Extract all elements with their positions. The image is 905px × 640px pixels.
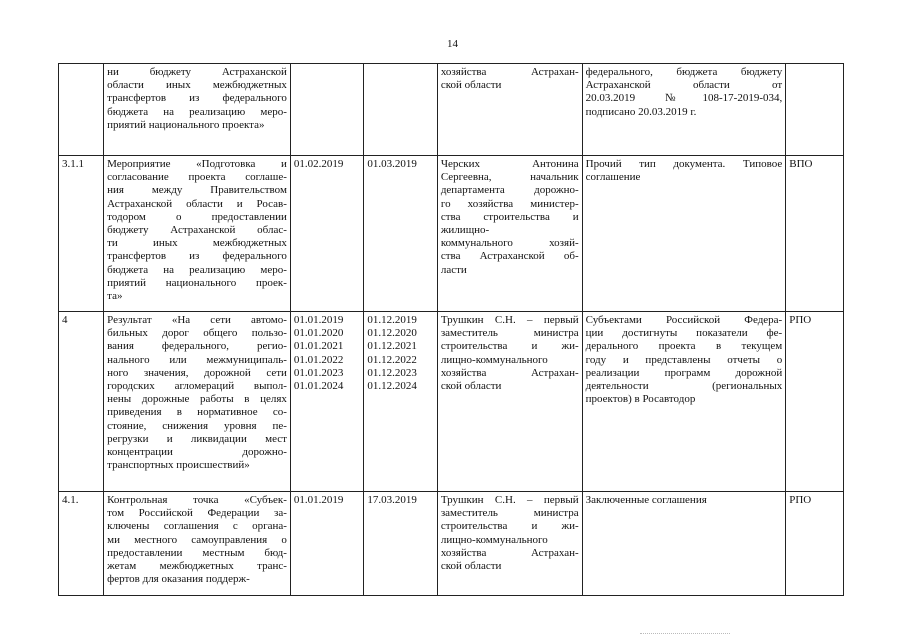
start-date: 01.01.2021 xyxy=(293,340,344,353)
resp-line: хозяйства Астрахан- xyxy=(440,66,579,78)
end-date-cell xyxy=(364,64,437,156)
name-line: Контрольная точка «Субъек- xyxy=(107,494,287,506)
name-line: вания федерального, регио- xyxy=(107,340,287,353)
end-date-cell xyxy=(364,492,437,596)
resp-line: коммунального хозяй- xyxy=(440,237,579,250)
doc-line: деятельности (региональных xyxy=(585,380,783,393)
name-line: приятий национального проек- xyxy=(107,276,287,289)
end-date: 01.12.2022 xyxy=(367,353,417,366)
name-line: Результат «На сети автомо- xyxy=(107,314,287,326)
plan-table xyxy=(58,63,844,596)
result-document xyxy=(582,156,786,312)
resp-line: хозяйства Астрахан- xyxy=(440,366,579,379)
end-date-cell xyxy=(364,156,437,312)
resp-line: Трушкин С.Н. – первый xyxy=(440,494,579,506)
name-line: трансфертов из федерального xyxy=(107,92,287,105)
responsible-person xyxy=(437,492,582,596)
doc-line: ции достигнуты показатели фе- xyxy=(585,327,783,340)
end-date: 01.12.2023 xyxy=(367,366,417,379)
doc-line: Субъектами Российской Федера- xyxy=(585,314,783,326)
responsible-person xyxy=(437,64,582,156)
name-line: предоставлении местным бюд- xyxy=(107,546,287,559)
responsible-person xyxy=(437,156,582,312)
name-line: Мероприятие «Подготовка и xyxy=(107,158,287,170)
control-level: ВПО xyxy=(786,156,844,312)
name-line: нального или межмуниципаль- xyxy=(107,353,287,366)
name-line: ми местного самоуправления о xyxy=(107,533,287,546)
table-row xyxy=(59,492,844,596)
name-line: жетам межбюджетных транс- xyxy=(107,560,287,573)
doc-line: подписано 20.03.2019 г. xyxy=(585,105,697,118)
plan-table-body xyxy=(59,64,844,596)
end-date: 01.12.2021 xyxy=(367,340,417,353)
name-line: ния между Правительством xyxy=(107,184,287,197)
doc-line: федерального, бюджета бюджету xyxy=(585,66,783,78)
name-line: ключены соглашения с органа- xyxy=(107,520,287,533)
name-line: трансфертов из федерального xyxy=(107,250,287,263)
name-line: концентрации дорожно- xyxy=(107,446,287,459)
resp-line: ласти xyxy=(440,263,467,276)
resp-line: департамента дорожно- xyxy=(440,184,579,197)
start-date: 01.01.2019 xyxy=(293,494,344,506)
name-line: том Российской Федерации за- xyxy=(107,507,287,520)
name-line: ти иных межбюджетных xyxy=(107,237,287,250)
row-number xyxy=(59,64,104,156)
start-date: 01.01.2022 xyxy=(293,353,344,366)
resp-line: ской области xyxy=(440,79,502,92)
page-number: 14 xyxy=(447,38,458,50)
result-document xyxy=(582,64,786,156)
name-line: стояние, снижения уровня пе- xyxy=(107,419,287,432)
name-line: бюджета на реализацию меро- xyxy=(107,105,287,118)
end-date: 17.03.2019 xyxy=(367,494,417,506)
name-line: согласование проекта соглаше- xyxy=(107,171,287,184)
name-line: области иных межбюджетных xyxy=(107,79,287,92)
end-date: 01.12.2024 xyxy=(367,380,417,393)
end-date: 01.12.2019 xyxy=(367,314,417,326)
name-line: нены дорожные работы в целях xyxy=(107,393,287,406)
doc-line: проектов) в Росавтодор xyxy=(585,393,696,406)
doc-line: Астраханской области от xyxy=(585,79,783,92)
table-row xyxy=(59,156,844,312)
resp-line: лищно-коммунального xyxy=(440,353,548,366)
doc-line: реализации программ дорожной xyxy=(585,366,783,379)
start-date-cell xyxy=(290,312,363,492)
doc-line: году и представлены отчеты о xyxy=(585,353,783,366)
doc-line: Заключенные соглашения xyxy=(585,494,707,506)
start-date: 01.01.2019 xyxy=(293,314,344,326)
name-line: бюджета на реализацию меро- xyxy=(107,263,287,276)
name-line: тодором о предоставлении xyxy=(107,210,287,223)
resp-line: строительства и жи- xyxy=(440,340,579,353)
end-date-cell xyxy=(364,312,437,492)
resp-line: Сергеевна, начальник xyxy=(440,171,579,184)
name-line: ни бюджету Астраханской xyxy=(107,66,287,78)
start-date: 01.02.2019 xyxy=(293,158,344,170)
start-date: 01.01.2024 xyxy=(293,380,344,393)
control-level: РПО xyxy=(786,312,844,492)
activity-name xyxy=(104,156,291,312)
name-line: транспортных происшествий» xyxy=(107,459,250,472)
name-line: регрузки и ликвидации мест xyxy=(107,432,287,445)
activity-name xyxy=(104,64,291,156)
end-date: 01.12.2020 xyxy=(367,327,417,340)
resp-line: Трушкин С.Н. – первый xyxy=(440,314,579,326)
name-line: городских агломераций выпол- xyxy=(107,380,287,393)
responsible-person xyxy=(437,312,582,492)
resp-line: ской области xyxy=(440,380,502,393)
result-document xyxy=(582,492,786,596)
resp-line: го хозяйства министер- xyxy=(440,197,579,210)
row-number: 4.1. xyxy=(59,492,104,596)
resp-line: лищно-коммунального xyxy=(440,533,548,546)
resp-line: ства Астраханской об- xyxy=(440,250,579,263)
result-document xyxy=(582,312,786,492)
scan-artifact xyxy=(640,629,730,634)
table-row xyxy=(59,64,844,156)
name-line: Астраханской области и Росав- xyxy=(107,197,287,210)
resp-line: заместитель министра xyxy=(440,507,579,520)
activity-name xyxy=(104,312,291,492)
doc-line: Прочий тип документа. Типовое xyxy=(585,158,783,170)
start-date-cell xyxy=(290,156,363,312)
start-date: 01.01.2020 xyxy=(293,327,344,340)
doc-line: соглашение xyxy=(585,171,641,184)
name-line: бильных дорог общего пользо- xyxy=(107,327,287,340)
control-level: РПО xyxy=(786,492,844,596)
start-date: 01.01.2023 xyxy=(293,366,344,379)
resp-line: заместитель министра xyxy=(440,327,579,340)
end-date: 01.03.2019 xyxy=(367,158,417,170)
doc-line: 20.03.2019 №108-17-2019-034, xyxy=(585,92,783,105)
doc-line: дерального проекта в текущем xyxy=(585,340,783,353)
name-line: бюджету Астраханской облас- xyxy=(107,224,287,237)
resp-line: ской области xyxy=(440,560,502,573)
name-line: приведения в нормативное со- xyxy=(107,406,287,419)
activity-name xyxy=(104,492,291,596)
row-number: 4 xyxy=(59,312,104,492)
name-line: фертов для оказания поддерж- xyxy=(107,573,250,586)
resp-line: хозяйства Астрахан- xyxy=(440,546,579,559)
name-line: та» xyxy=(107,290,123,303)
table-row xyxy=(59,312,844,492)
resp-line: строительства и жи- xyxy=(440,520,579,533)
row-number: 3.1.1 xyxy=(59,156,104,312)
resp-line: жилищно- xyxy=(440,224,490,237)
start-date-cell xyxy=(290,64,363,156)
name-line: ного значения, дорожной сети xyxy=(107,366,287,379)
name-line: приятий национального проекта» xyxy=(107,118,265,131)
resp-line: Черских Антонина xyxy=(440,158,579,170)
start-date-cell xyxy=(290,492,363,596)
control-level xyxy=(786,64,844,156)
resp-line: ства строительства и xyxy=(440,210,579,223)
